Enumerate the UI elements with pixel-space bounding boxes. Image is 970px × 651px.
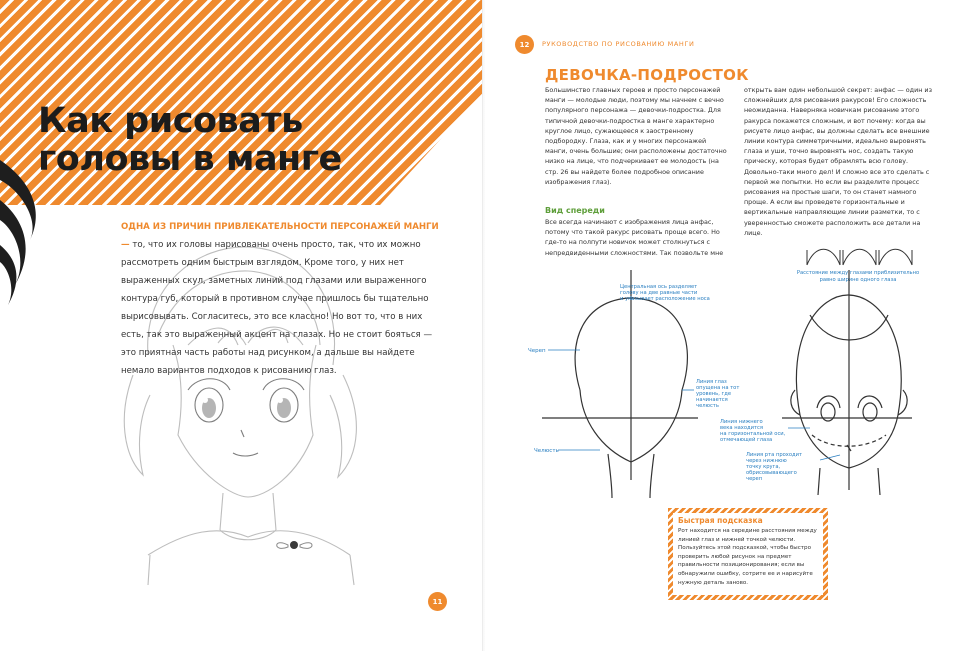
title-line-2: головы в манге [38,139,342,179]
intro-lead: ОДНА ИЗ ПРИЧИН ПРИВЛЕКАТЕЛЬНОСТИ ПЕРСОНАЖЕЙ МАНГИ — [121,222,439,250]
label-lower-lid-3: на горизонтальной оси, [720,431,786,437]
label-eye-line-5: челюсть [696,403,719,409]
head-construction-diagram [520,240,950,520]
left-page [0,0,484,651]
label-mouth-line-5: череп [746,476,763,482]
quick-tip-title: Быстрая подсказка [678,516,763,525]
quick-tip-content [673,513,823,595]
subheading-front-view: Вид спереди [545,206,605,215]
label-center-axis-3: и указывает расположение носа [620,296,710,302]
label-eye-spacing-2: равно ширине одного глаза [819,277,897,283]
label-center-axis-2: голову на две равные части [620,290,698,296]
head-face-right [782,270,912,495]
label-eye-line-1: Линия глаз [696,379,727,385]
body-paragraph-1: Большинство главных героев и просто персонажей манги — молодые люди, поэтому мы начнем с вечно популярного персонажа — девочки-подростка. Для типичной девочки-подростка в манге характерно круглое лицо, сужающееся к заостренному подбородку. Глаза, как и у многих персонажей манги, очень большие; они расположены достаточно низко на лице, что подчеркивает ее молодость (на стр. 26 вы найдете более подробное описание изображения глаз). [545,86,727,186]
label-center-axis-1: Центральная ось разделяет [620,284,698,290]
title-line-1: Как рисовать [38,101,303,141]
label-eye-line-2: опущена на тот [696,385,740,391]
label-skull: Череп [528,348,546,354]
label-eye-line-3: уровень, где [696,391,732,397]
label-jaw: Челюсть [534,448,559,454]
hair-fragment-illustration [0,150,60,310]
page-number-left: 11 [428,592,447,611]
label-mouth-line-2: через нижнюю [746,458,787,464]
running-head: РУКОВОДСТВО ПО РИСОВАНИЮ МАНГИ [542,40,695,48]
label-eye-spacing-1: Расстояние между глазами приблизительно [796,270,920,276]
body-paragraph-3: открыть вам один небольшой секрет: анфас — один из сложнейших для рисования ракурсов! Его сложность неожиданна. Наверняка новичкам рисование этого ракурса покажется сложным, и вот почему: когда вы рисуете лицо анфас, вы должны сделать все внешние линии контура симметричными, идеально выровнять глаза и уши, точно выровнять нос, создать такую прическу, которая будет обрамлять всю голову. Довольно-таки много дел! И сложно все это сделать с первой же попытки. Но если вы разделите процесс рисования на простые шаги, то он станет намного проще. А если вы проведете горизонтальные и вертикальные направляющие линии разметки, то с уверенностью сможете расположить все детали на лице. [744,86,932,237]
intro-body: то, что их головы нарисованы очень просто, так, что их можно рассмотреть одним быстрым взглядом. Кроме того, у них нет выраженных скул, заметных линий под глазами или выраженного контура губ, который в противном случае пришлось бы тщательно вырисовывать. Согласитесь, это все классно! Но вот то, что в них есть, так это выраженный акцент на глазах. Но не стоит бояться — это приятная часть работы над рисунком, а дальше вы найдете немало вариантов подходов к рисованию глаз. [121,240,433,376]
head-outline-left [542,270,698,498]
label-mouth-line-3: точку круга, [746,464,781,470]
label-mouth-line-4: обрисовывающего [746,470,797,476]
quick-tip-box [668,508,828,600]
eye-spacing-sketch [807,249,912,265]
page-number-right: 12 [515,35,534,54]
intro-paragraph [121,218,441,380]
label-eye-line-4: начинается [696,397,728,403]
label-lower-lid-1: Линия нижнего [720,419,763,425]
body-paragraph-2: Все всегда начинают с изображения лица анфас, потому что такой ракурс рисовать проще всего. Но где-то на полпути новичок может столкнуться с непредвиденными сложностями. Так позвольте мне [545,218,724,257]
label-lower-lid-2: века находится [720,425,763,431]
page-title [38,102,342,178]
label-lower-lid-4: отмечающей глаза [720,437,773,443]
label-mouth-line-1: Линия рта проходит [746,452,803,458]
section-heading: ДЕВОЧКА-ПОДРОСТОК [545,66,749,84]
quick-tip-text: Рот находится на середине расстояния между линией глаз и нижней точкой челюсти. Пользуйтесь этой подсказкой, чтобы быстро проверить любой рисунок на предмет правильности позиционирования; если вы обнаружили ошибку, сотрите ее и нарисуйте нужную деталь заново. [678,528,817,586]
